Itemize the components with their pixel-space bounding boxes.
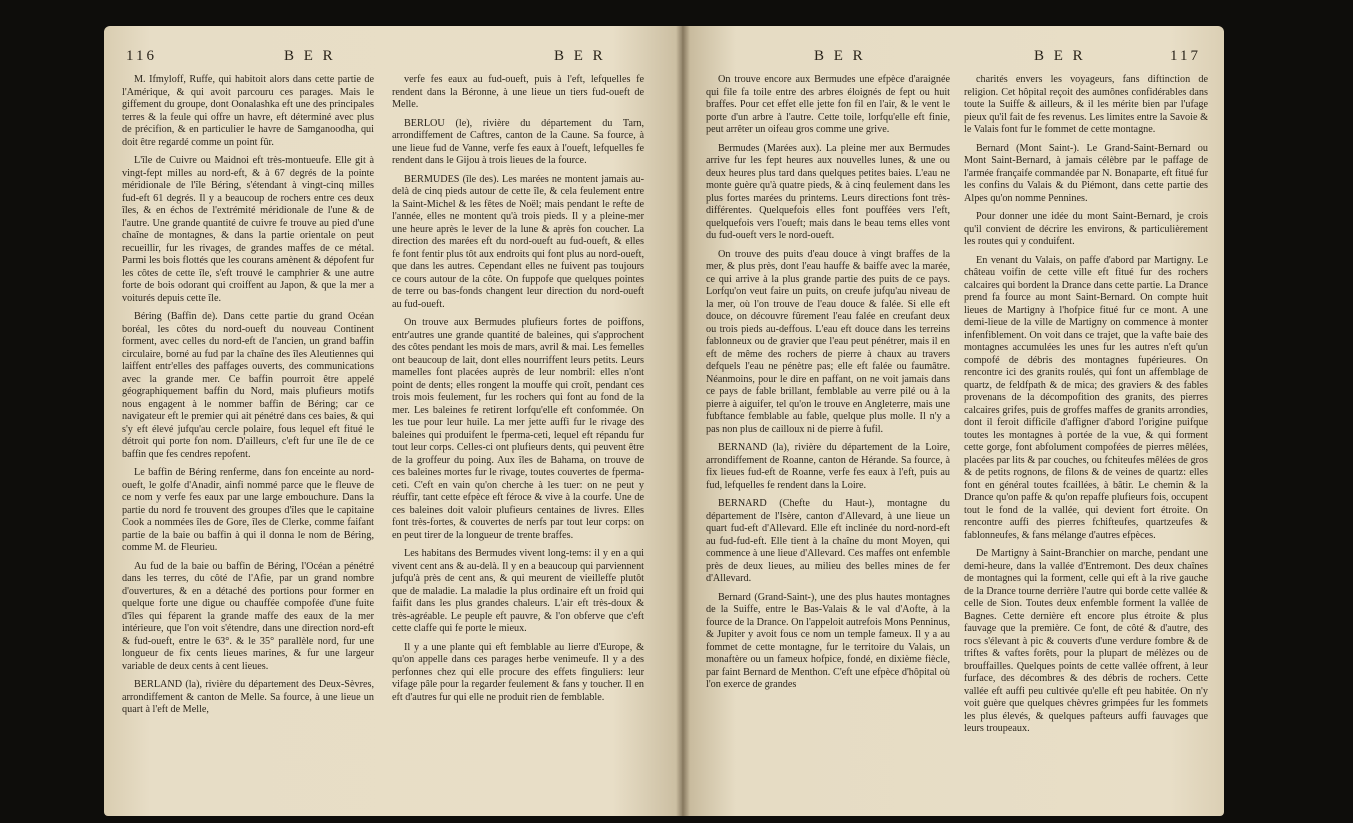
paragraph: BERNARD (Chefte du Haut-), montagne du département de l'Isère, canton d'Allevard, à une lieue un quart fud-eft d'Allevard. Elle eft inclinée du nord-nord-eft au fud-fud-eft. Elle tient à la chaîne du mont Moyen, qui commence à une lieue d'Allevard. Ces maffes ont enfemble près de deux lieues, au milieu des belles mines de fer d'Allevard. [706, 498, 950, 584]
paragraph: Bermudes (Marées aux). La pleine mer aux Bermudes arrive fur les fept heures aux nouvelles lunes, & une ou deux heures plus tard dans quelques petites baies. L'eau ne monte guère qu'à quatre pieds, & à cinq feulement dans les plus fortes marées du printems. Leurs directions font très-différentes. Quelquefois elles font pouffées vers l'eft, quelquefois vers l'oueft; mais dans le beau tems elles vont du fud-oueft vers le nord-oueft. [706, 142, 950, 241]
page-number-left: 116 [126, 48, 157, 64]
left-page-column-2 [392, 74, 644, 710]
running-head-left-2: B E R [554, 48, 606, 64]
running-head-right-2: B E R [1034, 48, 1086, 64]
paragraph: Béring (Baffin de). Dans cette partie du grand Océan boréal, les côtes du nord-oueft du nouveau Continent forment, avec celles du nord-eft de l'ancien, un grand baffin circulaire, borné au fud par la chaîne des îles Aleutiennes qui laiffent entr'elles des paffages ouverts, des communications avec la grande mer. Ce baffin pourroit être appelé géographiquement baffin du Nord, mais plufieurs motifs nous engagent à le nommer baffin de Béring; car ce navigateur eft le premier qui ait pénétré dans ces baies, & qui s'y eft élevé jufqu'au cercle polaire, fous lequel eft fitué le détroit qui porte fon nom. D'ailleurs, c'eft fur une île de ce baffin que fes cendres repofent. [122, 311, 374, 460]
running-head-right-1: B E R [814, 48, 866, 64]
paragraph: On trouve encore aux Bermudes une efpèce d'araignée qui file fa toile entre des arbres éloignés de fept ou huit braffes. Pour cet effet elle jette fon fil en l'air, & le vent le porte d'un arbre à l'autre. Cette toile, lorfqu'elle eft finie, peut arrêter un oifeau gros comme une grive. [706, 74, 950, 135]
paragraph: Pour donner une idée du mont Saint-Bernard, je crois qu'il convient de décrire les environs, & particulièrement les routes qui y conduifent. [964, 211, 1208, 247]
book-gutter [676, 26, 690, 816]
paragraph: Bernard (Mont Saint-). Le Grand-Saint-Bernard ou Mont Saint-Bernard, à jamais célèbre par le paffage de l'armée françaife commandée par N. Bonaparte, eft fitué fur les confins du Valais & du Piémont, dans cette partie des Alpes qu'on nomme Pennines. [964, 142, 1208, 204]
paragraph: L'île de Cuivre ou Maidnoi eft très-montueufe. Elle git à vingt-fept milles au nord-eft, & à 67 degrés de la pointe méridionale de l'île Béring, s'étendant à vingt-cinq milles fud-eft 61 degrés. Il y a beaucoup de rochers entre ces deux îles, & en échos de l'extrémité méridionale de l'une & de l'autre. Une grande quantité de cuivre fe trouve au pied d'une chaîne de montagnes, & dans la partie orientale on peut recueillir, fur les rivages, de grandes maffes de ce métal. Parmi les bois flottés que les courans amènent & dépofent fur les côtes de cette île, s'eft trouvé le camphrier & une autre forte de bois odorant qui croiffent au Japon, & que la mer a voiturés depuis cette île. [122, 155, 374, 304]
paragraph: Les habitans des Bermudes vivent long-tems: il y en a qui vivent cent ans & au-delà. Il y en a beaucoup qui parviennent jufqu'à près de cent ans, & qui meurent de vieilleffe plutôt que de maladie. La maladie la plus ordinaire eft un froid qui faifit dans les plus grandes chaleurs. L'air eft très-doux & très-agréable. Le peuple eft pauvre, & l'on obferve que c'eft cette claffe qui fe porte le mieux. [392, 548, 644, 634]
running-head-left-1: B E R [284, 48, 336, 64]
paragraph: M. Ifmyloff, Ruffe, qui habitoit alors dans cette partie de l'Amérique, & qui avoit parcouru ces parages. Mais le giffement du groupe, dont Oonalashka eft une des principales terres & la feule qui offre un havre, eft déterminé avec plus de précifion, & en particulier le havre de Samganoodha, qui doit être regardé comme un point fûr. [122, 74, 374, 148]
paragraph: BERLOU (le), rivière du département du Tarn, arrondiffement de Caftres, canton de la Caune. Sa fource, à une lieue fud de Vanne, verfe fes eaux à l'oueft, lefquelles fe rendent dans le Gijou à trois lieues de la fource. [392, 117, 644, 166]
paragraph: On trouve aux Bermudes plufieurs fortes de poiffons, entr'autres une grande quantité de baleines, qui s'approchent des côtes pendant les mois de mars, avril & mai. Les femelles ont beaucoup de lait, dont elles nourriffent leurs petits. Leurs mamelles font placées auprès de leur nombril: elles n'ont point de dents; elles rongent la mouffe qui croît, pendant ces trois mois feulement, fur les rochers qui font au fond de la mer. Les baleines fe retirent lorfqu'elle eft confommée. On les tue pour leur huile. La mer jette auffi fur le rivage des baleines qui produifent le fperma-ceti, lequel eft répandu fur tout leur corps. Celles-ci ont plufieurs dents, qui peuvent être de la groffeur du poing. Aux îles de Bahama, on trouve de ces baleines mortes fur le rivage, toutes couvertes de fperma-ceti. C'eft en vain qu'on cherche à les tuer: on ne peut y réuffir, tant cette efpèce eft féroce & vive à la courfe. Une de ces baleines doit valoir plufieurs centaines de livres. Elles font très-fortes, & couvertes de nerfs par tout leur corps: on en peut tirer de la longueur de trente braffes. [392, 317, 644, 541]
paragraph: De Martigny à Saint-Branchier on marche, pendant une demi-heure, dans la vallée d'Entremont. Des deux chaînes de montagnes qui la forment, celle qui eft à la rive gauche de la Drance tourne derrière l'autre qui borde cette vallée & celle de Sion. Toutes deux enfemble forment la vallée de Bagnes. Cette dernière eft encore plus étroite & plus fauvage que la première. Ce font, de côté & d'autre, des rocs s'élevant à pic & couverts d'une verdure fombre & de triftes & vaftes forêts, pour la plupart de mélèzes ou de brouffailles. Quelques points de cette vallée offrent, à leur furface, des décombres & des débris de rochers. Cette vallée eft auffi peu cultivée qu'elle eft peu habitée. On n'y voit guère que quelques chèvres grimpées fur les fommets les plus élevés, & quelques pafteurs auffi fauvages que leurs troupeaux. [964, 548, 1208, 734]
paragraph: Au fud de la baie ou baffin de Béring, l'Océan a pénétré dans les terres, du côté de l'Afie, par un grand nombre d'ouvertures, & en a détaché des portions pour former en quelque forte une digue ou chauffée compofée d'une fuite d'îles qui féparent la grande maffe des eaux de la mer intérieure, que l'on voit s'étendre, dans une direction nord-eft & fud-oueft, entre le 63°. & le 35° parallèle nord, fur une longueur de fix cents lieues marines, & fur une largeur variable de deux cents à cent lieues. [122, 560, 374, 672]
paragraph: Il y a une plante qui eft femblable au lierre d'Europe, & qu'on appelle dans ces parages herbe venimeufe. Il y a des perfonnes chez qui elle procure des effets finguliers: leur vifage pâle pour la regarder feulement & fans y toucher. Il en eft d'autres fur qui elle ne produit rien de femblable. [392, 641, 644, 703]
page-number-right: 117 [1170, 48, 1201, 64]
right-page-column-1 [706, 74, 950, 698]
left-page [104, 26, 682, 816]
paragraph: En venant du Valais, on paffe d'abord par Martigny. Le château voifin de cette ville eft fitué fur des rochers calcaires qui bordent la Drance dans cette partie. La Drance prend fa fource au mont Saint-Bernard. On compte huit lieues de Martigny à l'hofpice fitué fur ce mont. A une demi-lieue de la ville de Martigny on commence à monter infenfiblement. On voit dans ce trajet, que la vafte baie des montagnes accumulées les unes fur les autres n'eft qu'un compofé de débris des montagnes fupérieures. On rencontre ici des granits roulés, qui font un affemblage de quartz, de feldfpath & de mica; des graviers & des fables provenans de la décompofition des granits, des pierres calcaires grifes, puis de groffes maffes de granits arrondies, dont il feroit difficile d'affigner d'abord l'origine puifque toutes les montagnes à portée de la vue, & qui forment cette gorge, font abfolument compofées de pierres mêlées, placées par lits & par couches, ou fchiteufes mêlées de gros & de petits rognons, de filons & de veines de quartz: elles font en général toutes fcaillées, à bâtir. Le chemin & la Drance qu'on paffe & qu'on repaffe plufieurs fois, occupent tout le fond de la vallée, qui devient fort étroite. On rencontre auffi des pierres fchifteufes, quartzeufes & fablonneufes, & fans mélange d'autres efpèces. [964, 254, 1208, 541]
paragraph: BERNAND (la), rivière du département de la Loire, arrondiffement de Roanne, canton de Hérande. Sa fource, à fix lieues fud-eft de Roanne, verfe fes eaux à l'eft, puis au fud, lefquelles fe rendent dans la Loire. [706, 442, 950, 491]
paragraph: verfe fes eaux au fud-oueft, puis à l'eft, lefquelles fe rendent dans la Béronne, à une lieue un tiers fud-oueft de Melle. [392, 74, 644, 110]
left-page-column-1 [122, 74, 374, 723]
paragraph: Bernard (Grand-Saint-), une des plus hautes montagnes de la Suiffe, entre le Bas-Valais & le val d'Aofte, à la fource de la Drance. On l'appeloit autrefois Mons Penninus, & Jupiter y avoit fous ce nom un temple fameux. Il y a au fommet de cette montagne, fur le territoire du Valais, un monaftère ou un fameux hofpice, fondé, en dixième fiècle, par faint Bernard de Menthon. C'eft une efpèce d'hôpital où l'on exerce de grandes [706, 591, 951, 690]
right-page [682, 26, 1224, 816]
right-page-column-2 [964, 74, 1208, 742]
paragraph: charités envers les voyageurs, fans diftinction de religion. Cet hôpital reçoit des aumônes confidérables dans toute la Suiffe & ailleurs, & il les mérite bien par l'ufage pieux qu'il fait de fes revenus. Les limites entre la Savoie & le Valais font fur le fommet de cette montagne. [964, 74, 1208, 135]
paragraph: Le baffin de Béring renferme, dans fon enceinte au nord-oueft, le golfe d'Anadir, ainfi nommé parce que le fleuve de ce nom y verfe fes eaux par une large embouchure. Dans la partie du nord fe trouvent des groupes d'îles que le capitaine Cook a nommées îles de Gore, îles de Clerke, comme faifant partie de la baie ou baffin à qui il donna le nom de Béring, comme M. de Fleurieu. [122, 467, 374, 553]
paragraph: BERLAND (la), rivière du département des Deux-Sèvres, arrondiffement & canton de Melle. Sa fource, à une lieue un quart à l'eft de Melle, [122, 679, 374, 715]
paragraph: On trouve des puits d'eau douce à vingt braffes de la mer, & plus près, dont l'eau hauffe & baiffe avec la marée, ce qui arrive à la plus grande partie des puits de ce pays. Lorfqu'on veut faire un puits, on creufe jufqu'au niveau de la mer, où l'on trouve de l'eau douce & falée. Si elle eft douce, on découvre fûrement l'eau falée en creufant deux ou trois pieds au-deffous. L'eau eft douce dans les terreins fablonneux ou de gravier que l'eau peut pénétrer, mais il en eft de même des rochers de pierre à chaux au travers defquels l'eau ne pénètre pas; elle eft falée ou faumâtre. Néanmoins, pour le dire en paffant, on ne voit jamais dans ce pays de fable brillant, femblable au verre pilé ou à la pierre à aiguifer, tel qu'on le trouve en Angleterre, mais une fubftance femblable au fable, quelque plus molle. Il n'y a pas non plus de cailloux ni de pierre à fufil. [706, 248, 950, 435]
paragraph: BERMUDES (île des). Les marées ne montent jamais au-delà de cinq pieds autour de cette île, & cela feulement entre la Saint-Michel & les fêtes de Noël; mais pendant le refte de l'année, elles ne montent qu'à trois pieds. Il y a pleine-mer une heure après le lever de la lune & après fon coucher. La direction des marées eft du nord-oueft au fud-oueft, & elles fe font fentir plus tôt aux endroits qui font plus au nord-oueft, que dans les autres. Cependant elles ne fuivent pas toujours ce cours autour de la côte. On fuppofe que quelques pointes de terre ou bas-fonds changent leur direction du nord-oueft au fud-oueft. [392, 173, 644, 310]
